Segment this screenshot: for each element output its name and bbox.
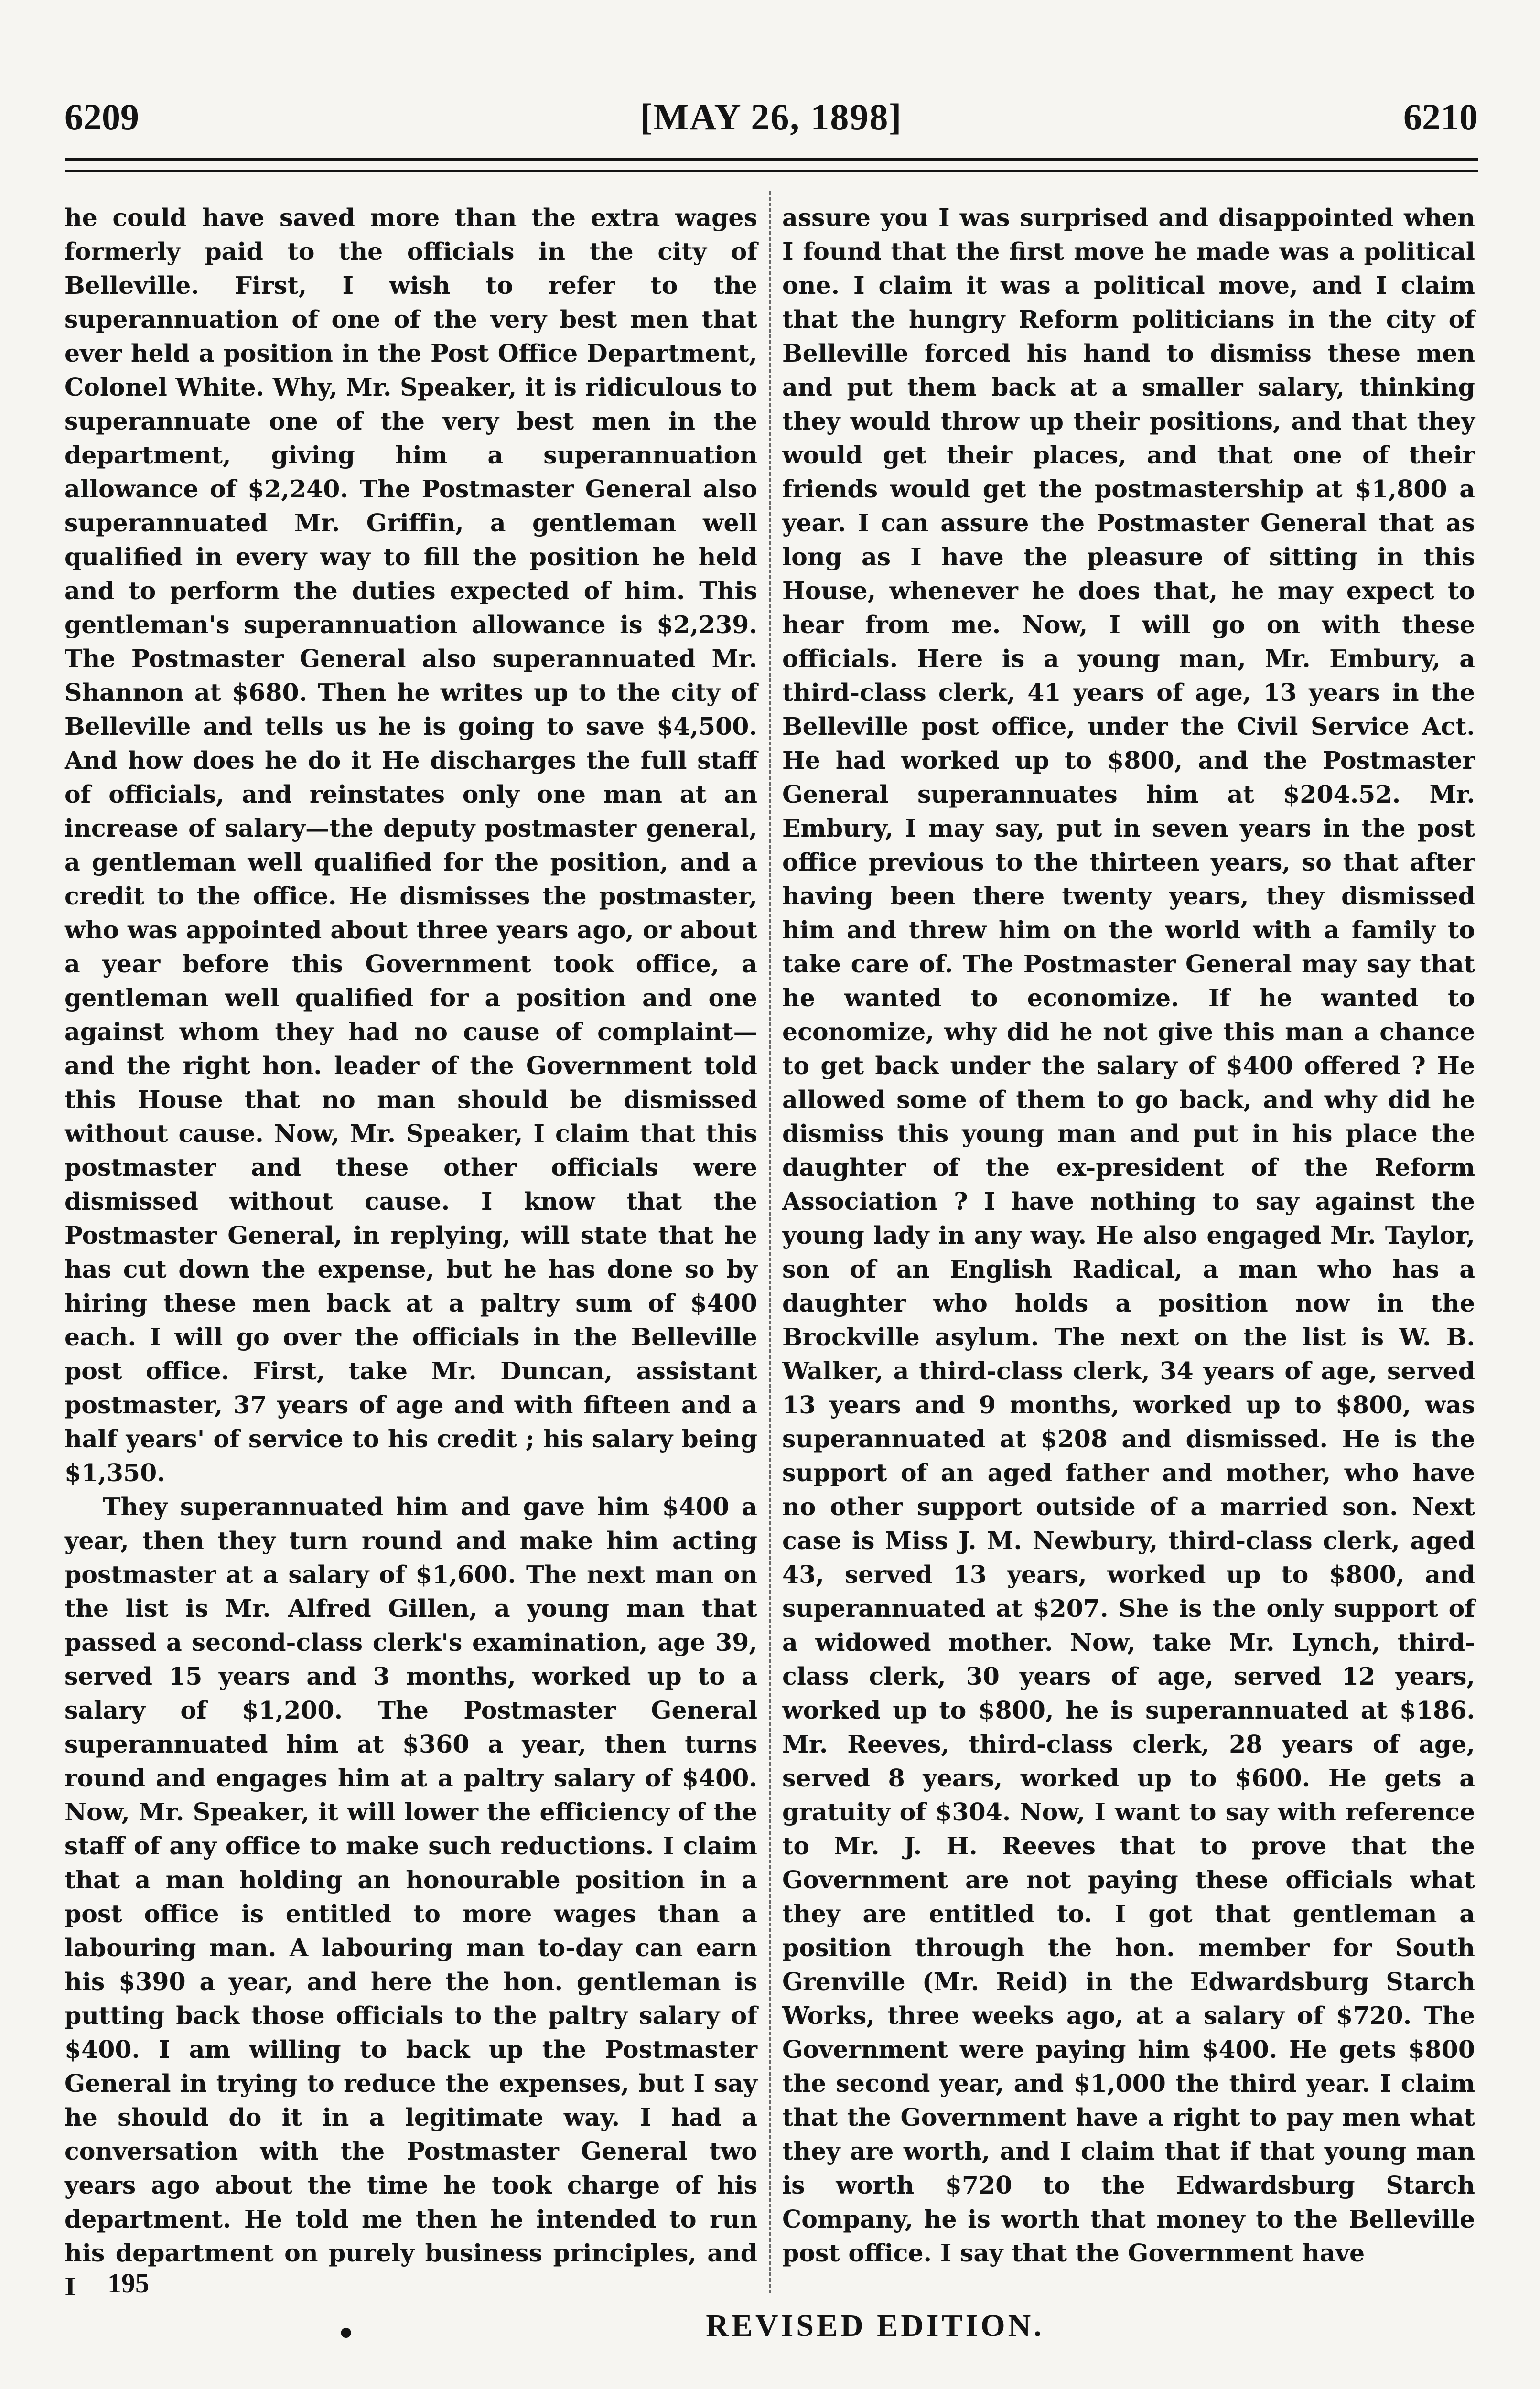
column-divider bbox=[769, 191, 771, 2293]
right-paragraph-1: assure you I was surprised and disappointed when I found that the first move he made was a political one. I claim it was a political move, and I claim that the hungry Reform politicians in the city of Belleville forced his hand to dismiss these men and put them back at a smaller salary, thinking they would throw up their positions, and that they would get their places, and that one of their friends would get the postmastership at $1,800 a year. I can assure the Postmaster General that as long as I have the pleasure of sitting in this House, whenever he does that, he may expect to hear from me. Now, I will go on with these officials. Here is a young man, Mr. Embury, a third-class clerk, 41 years of age, 13 years in the Belleville post office, under the Civil Service Act. He had worked up to $800, and the Postmaster General superannuates him at $204.52. Mr. Embury, I may say, put in seven years in the post office previous to the thirteen years, so that after having been there twenty years, they dismissed him and threw him on the world with a family to take care of. The Postmaster General may say that he wanted to economize. If he wanted to economize, why did he not give this man a chance to get back under the salary of $400 offered ? He allowed some of them to go back, and why did he dismiss this young man and put in his place the daughter of the ex-president of the Reform Association ? I have nothing to say against the young lady in any way. He also engaged Mr. Taylor, son of an English Radical, a man who has a daughter who holds a position now in the Brockville asylum. The next on the list is W. B. Walker, a third-class clerk, 34 years of age, served 13 years and 9 months, worked up to $800, was superannuated at $208 and dismissed. He is the support of an aged father and mother, who have no other support outside of a married son. Next case is Miss J. M. Newbury, third-class clerk, aged 43, served 13 years, worked up to $800, and superannuated at $207. She is the only support of a widowed mother. Now, take Mr. Lynch, third-class clerk, 30 years of age, served 12 years, worked up to $800, he is superannuated at $186. Mr. Reeves, third-class clerk, 28 years of age, served 8 years, worked up to $600. He gets a gratuity of $304. Now, I want to say with reference to Mr. J. H. Reeves that to prove that the Government are not paying these officials what they are entitled to. I got that gentleman a position through the hon. member for South Grenville (Mr. Reid) in the Edwardsburg Starch Works, three weeks ago, at a salary of $720. The Government were paying him $400. He gets $800 the second year, and $1,000 the third year. I claim that the Government have a right to pay men what they are worth, and I claim that if that young man is worth $720 to the Edwardsburg Starch Company, he is worth that money to the Belleville post office. I say that the Government have bbox=[782, 204, 1475, 2267]
header-rule-thin bbox=[65, 170, 1478, 172]
header-rule-thick bbox=[65, 158, 1478, 161]
footer-dot: • bbox=[337, 2317, 355, 2351]
page-date: [MAY 26, 1898] bbox=[640, 96, 903, 138]
left-page-number: 6209 bbox=[65, 96, 139, 138]
left-paragraph-1: he could have saved more than the extra wages formerly paid to the officials in the city of Belleville. First, I wish to refer to the superannuation of one of the very best men that ever held a position in the Post Office Department, Colonel White. Why, Mr. Speaker, it is ridiculous to superannuate one of the very best men in the department, giving him a superannuation allowance of $2,240. The Postmaster General also superannuated Mr. Griffin, a gentleman well qualified in every way to fill the position he held and to perform the duties expected of him. This gentleman's superannuation allowance is $2,239. The Postmaster General also superannuated Mr. Shannon at $680. Then he writes up to the city of Belleville and tells us he is going to save $4,500. And how does he do it He discharges the full staff of officials, and reinstates only one man at an increase of salary—the deputy postmaster general, a gentleman well qualified for the position, and a credit to the office. He dismisses the postmaster, who was appointed about three years ago, or about a year before this Government took office, a gentleman well qualified for a position and one against whom they had no cause of complaint—and the right hon. leader of the Government told this House that no man should be dismissed without cause. Now, Mr. Speaker, I claim that this postmaster and these other officials were dismissed without cause. I know that the Postmaster General, in replying, will state that he has cut down the expense, but he has done so by hiring these men back at a paltry sum of $400 each. I will go over the officials in the Belleville post office. First, take Mr. Duncan, assistant postmaster, 37 years of age and with fifteen and a half years' of service to his credit ; his salary being $1,350. bbox=[65, 204, 757, 1487]
right-column bbox=[782, 201, 1475, 2274]
page-header bbox=[65, 96, 1478, 153]
signature-mark: 195 bbox=[108, 2268, 149, 2299]
left-paragraph-2: They superannuated him and gave him $400 a year, then they turn round and make him acting postmaster at a salary of $1,600. The next man on the list is Mr. Alfred Gillen, a young man that passed a second-class clerk's examination, age 39, served 15 years and 3 months, worked up to a salary of $1,200. The Postmaster General superannuated him at $360 a year, then turns round and engages him at a paltry salary of $400. Now, Mr. Speaker, it will lower the efficiency of the staff of any office to make such reductions. I claim that a man holding an honourable position in a post office is entitled to more wages than a labouring man. A labouring man to-day can earn his $390 a year, and here the hon. gentleman is putting back those officials to the paltry salary of $400. I am willing to back up the Postmaster General in trying to reduce the expenses, but I say he should do it in a legitimate way. I had a conversation with the Postmaster General two years ago about the time he took charge of his department. He told me then he intended to run his department on purely business principles, and I bbox=[65, 1493, 757, 2301]
right-page-number: 6210 bbox=[1403, 96, 1478, 138]
edition-label: REVISED EDITION. bbox=[706, 2308, 1045, 2343]
